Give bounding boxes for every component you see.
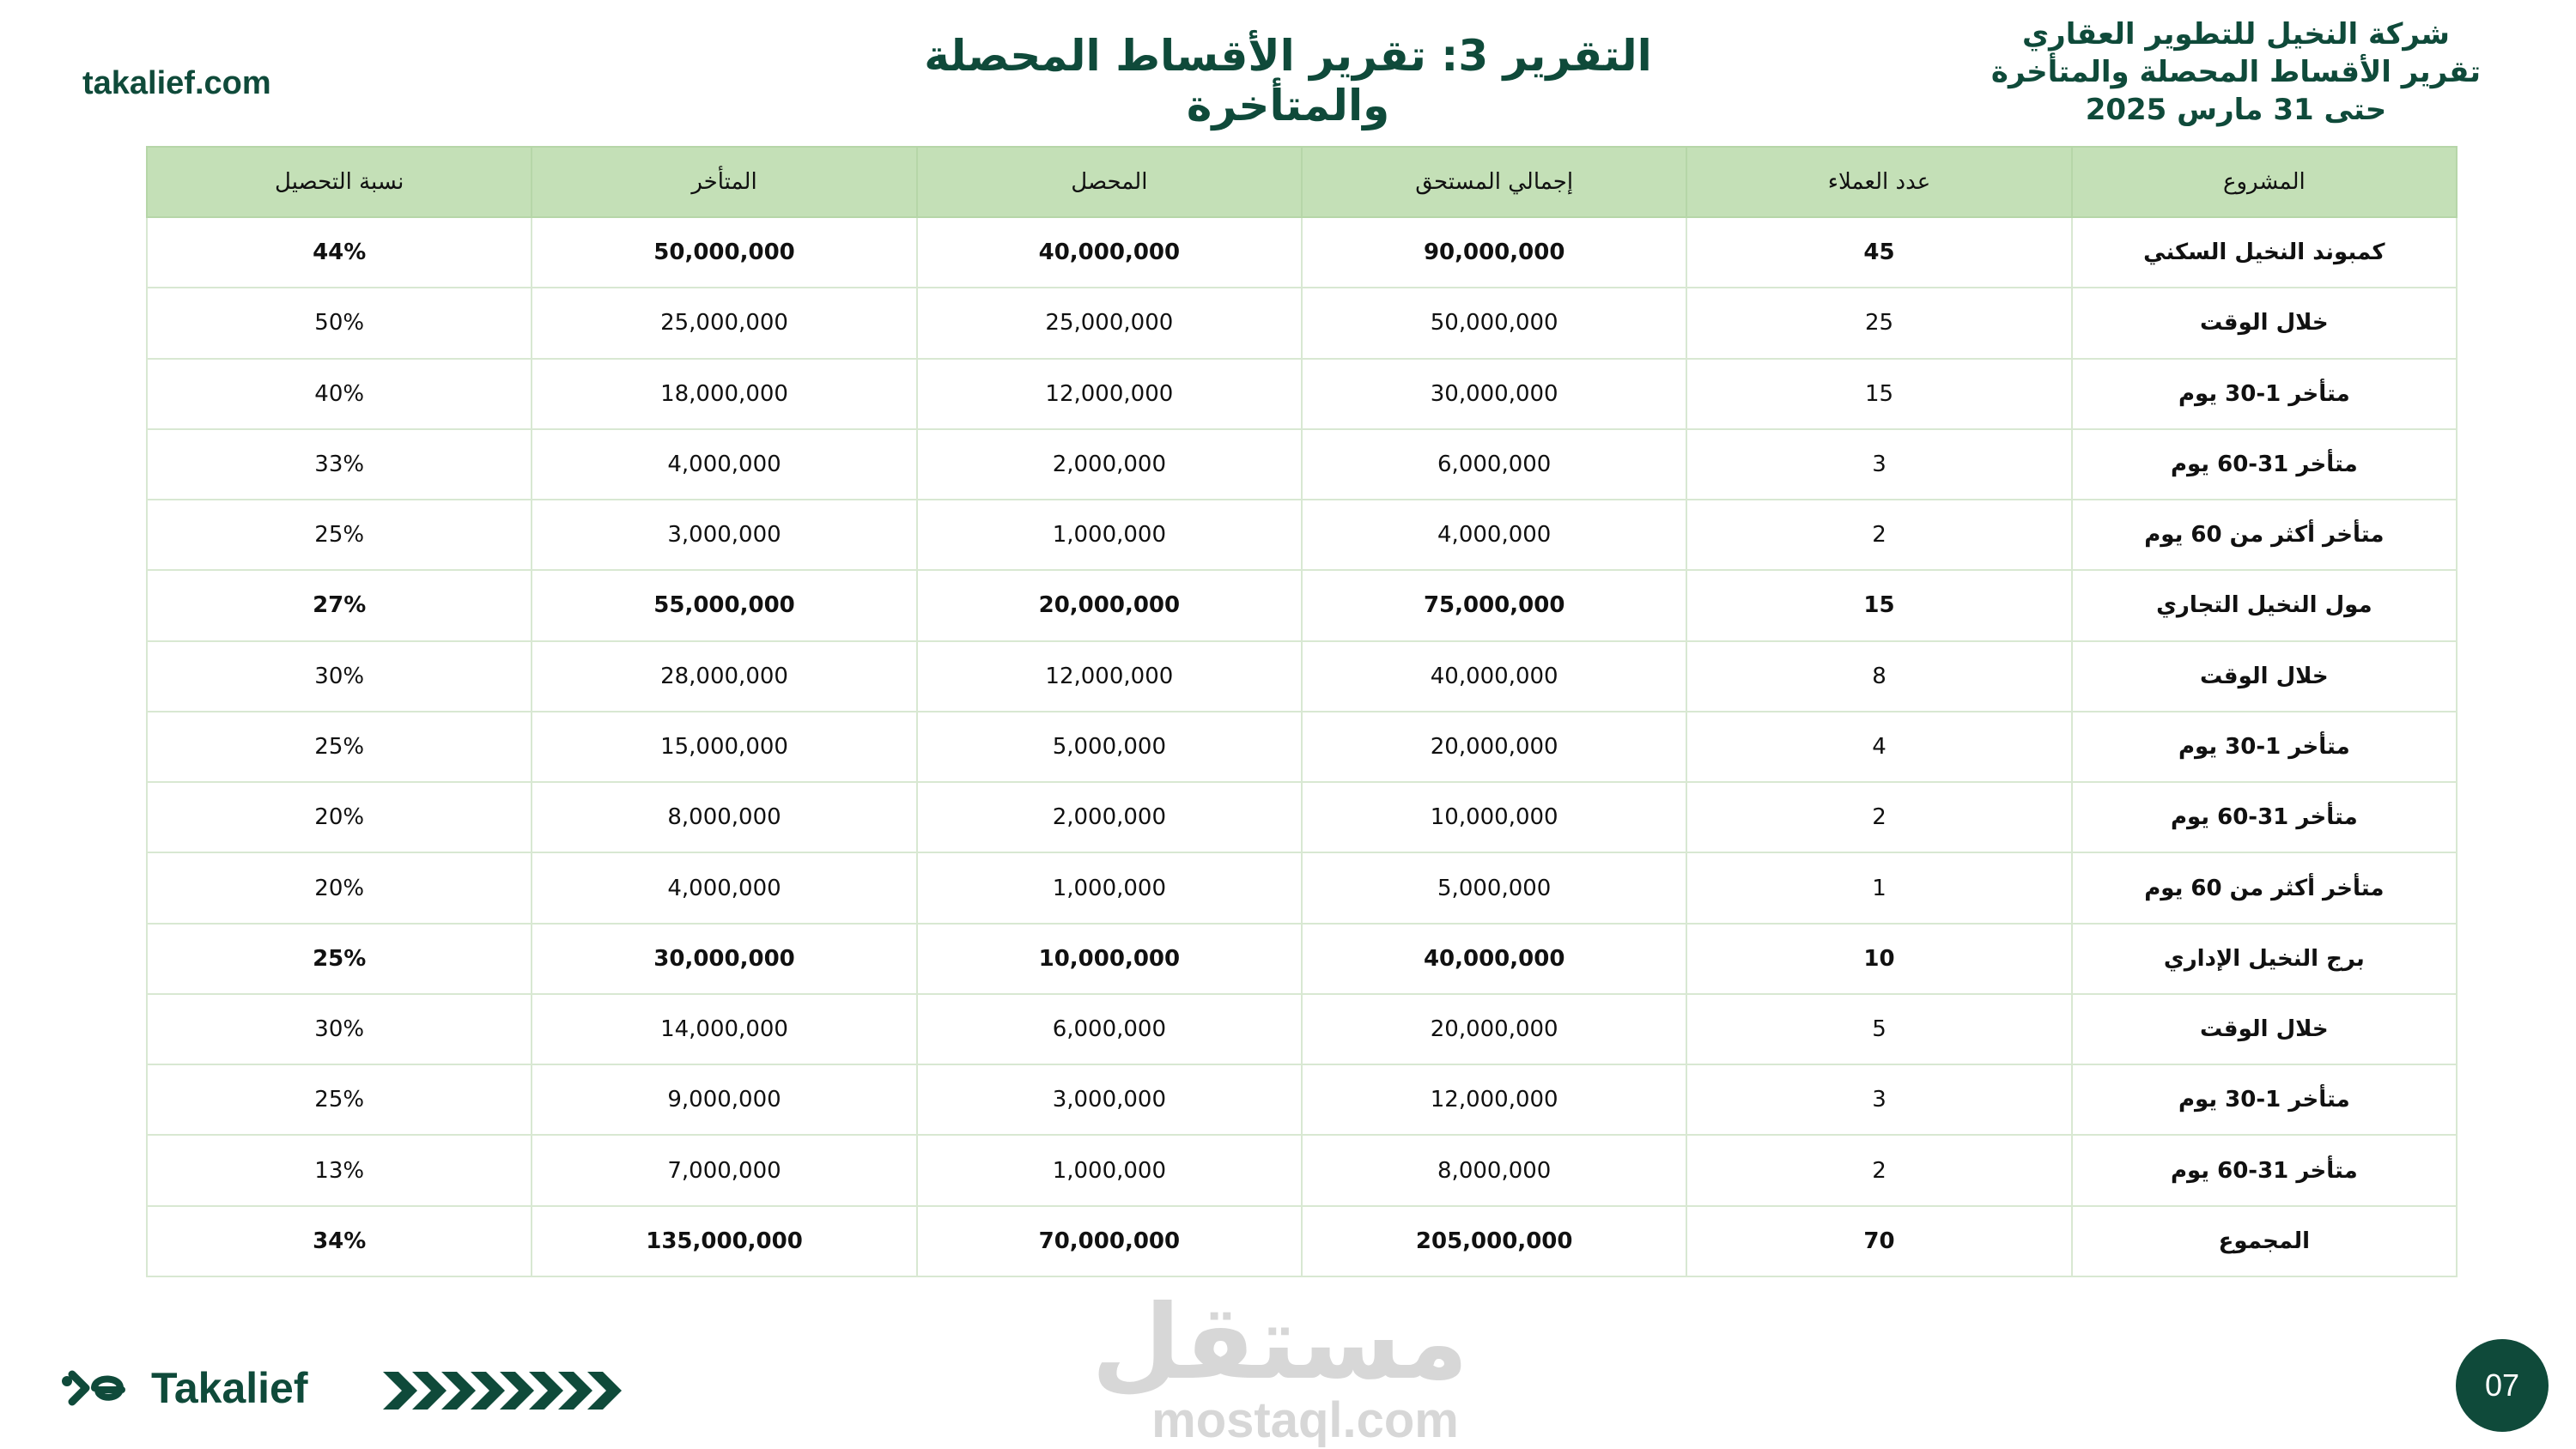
cell-collected: 2,000,000: [917, 782, 1302, 852]
brand-logo: [60, 1363, 308, 1413]
cell-project: برج النخيل الإداري: [2072, 924, 2457, 994]
cell-project: متأخر 31-60 يوم: [2072, 782, 2457, 852]
cell-overdue: 18,000,000: [532, 359, 916, 429]
cell-total-due: 8,000,000: [1302, 1135, 1686, 1205]
cell-clients: 15: [1686, 359, 2071, 429]
page-title: التقرير 3: تقرير الأقساط المحصلة والمتأخرة: [924, 31, 1652, 130]
cell-project: كمبوند النخيل السكني: [2072, 217, 2457, 288]
cell-overdue: 14,000,000: [532, 994, 916, 1064]
cell-collection-rate: 25%: [147, 500, 532, 570]
cell-total-due: 40,000,000: [1302, 924, 1686, 994]
table-row: [147, 500, 2457, 570]
cell-collected: 12,000,000: [917, 359, 1302, 429]
col-clients-header: عدد العملاء: [1686, 147, 2071, 217]
report-date: حتى 31 مارس 2025: [2085, 93, 2387, 127]
brand-name: Takalief: [151, 1364, 308, 1412]
cell-collection-rate: 20%: [147, 852, 532, 923]
chevron-arrows-icon: [383, 1370, 649, 1411]
cell-collected: 2,000,000: [917, 429, 1302, 500]
cell-clients: 3: [1686, 1064, 2071, 1135]
cell-overdue: 50,000,000: [532, 217, 916, 288]
cell-clients: 25: [1686, 288, 2071, 358]
table-total-row: [147, 1206, 2457, 1276]
site-url[interactable]: takalief.com: [82, 65, 271, 101]
cell-collected: 10,000,000: [917, 924, 1302, 994]
cell-collection-rate: 25%: [147, 924, 532, 994]
cell-clients: 2: [1686, 1135, 2071, 1205]
cell-overdue: 4,000,000: [532, 852, 916, 923]
brand-logo-icon: [60, 1367, 143, 1409]
cell-total-due: 5,000,000: [1302, 852, 1686, 923]
col-project-header: المشروع: [2072, 147, 2457, 217]
table-row: [147, 1135, 2457, 1205]
cell-project: متأخر 31-60 يوم: [2072, 429, 2457, 500]
cell-total-due: 50,000,000: [1302, 288, 1686, 358]
cell-overdue: 7,000,000: [532, 1135, 916, 1205]
table-row: [147, 782, 2457, 852]
cell-total-due: 205,000,000: [1302, 1206, 1686, 1276]
cell-collected: 1,000,000: [917, 852, 1302, 923]
cell-total-due: 30,000,000: [1302, 359, 1686, 429]
table-row: [147, 288, 2457, 358]
cell-collection-rate: 33%: [147, 429, 532, 500]
table-row: [147, 994, 2457, 1064]
cell-project: متأخر 1-30 يوم: [2072, 712, 2457, 782]
cell-total-due: 20,000,000: [1302, 712, 1686, 782]
cell-clients: 45: [1686, 217, 2071, 288]
table-row: [147, 217, 2457, 288]
cell-overdue: 3,000,000: [532, 500, 916, 570]
cell-collected: 3,000,000: [917, 1064, 1302, 1135]
company-info: [1978, 15, 2494, 129]
col-total-due-header: إجمالي المستحق: [1302, 147, 1686, 217]
cell-clients: 15: [1686, 570, 2071, 640]
cell-overdue: 8,000,000: [532, 782, 916, 852]
cell-clients: 1: [1686, 852, 2071, 923]
cell-project: متأخر 1-30 يوم: [2072, 1064, 2457, 1135]
cell-collection-rate: 30%: [147, 641, 532, 712]
cell-collected: 1,000,000: [917, 500, 1302, 570]
cell-project: خلال الوقت: [2072, 641, 2457, 712]
cell-overdue: 25,000,000: [532, 288, 916, 358]
cell-project: خلال الوقت: [2072, 288, 2457, 358]
cell-total-due: 20,000,000: [1302, 994, 1686, 1064]
cell-clients: 10: [1686, 924, 2071, 994]
cell-collection-rate: 30%: [147, 994, 532, 1064]
cell-overdue: 28,000,000: [532, 641, 916, 712]
installments-table: [146, 146, 2458, 1277]
page-number: 07: [2456, 1339, 2549, 1432]
cell-clients: 2: [1686, 500, 2071, 570]
table-row: [147, 712, 2457, 782]
cell-project: متأخر 1-30 يوم: [2072, 359, 2457, 429]
cell-project: متأخر 31-60 يوم: [2072, 1135, 2457, 1205]
cell-clients: 8: [1686, 641, 2071, 712]
table-row: [147, 570, 2457, 640]
cell-project: المجموع: [2072, 1206, 2457, 1276]
cell-overdue: 4,000,000: [532, 429, 916, 500]
cell-total-due: 90,000,000: [1302, 217, 1686, 288]
table-row: [147, 429, 2457, 500]
company-name: شركة النخيل للتطوير العقاري: [2022, 17, 2450, 52]
watermark-url: mostaql.com: [1151, 1392, 1459, 1448]
cell-clients: 4: [1686, 712, 2071, 782]
watermark-arabic: مستقل: [1091, 1283, 1468, 1403]
cell-collected: 12,000,000: [917, 641, 1302, 712]
cell-total-due: 4,000,000: [1302, 500, 1686, 570]
cell-overdue: 9,000,000: [532, 1064, 916, 1135]
table-header-row: [147, 147, 2457, 217]
col-collection-rate-header: نسبة التحصيل: [147, 147, 532, 217]
cell-collection-rate: 20%: [147, 782, 532, 852]
table-row: [147, 852, 2457, 923]
cell-overdue: 15,000,000: [532, 712, 916, 782]
cell-overdue: 30,000,000: [532, 924, 916, 994]
cell-project: متأخر أكثر من 60 يوم: [2072, 852, 2457, 923]
col-collected-header: المحصل: [917, 147, 1302, 217]
cell-collection-rate: 27%: [147, 570, 532, 640]
cell-clients: 2: [1686, 782, 2071, 852]
cell-overdue: 135,000,000: [532, 1206, 916, 1276]
cell-project: متأخر أكثر من 60 يوم: [2072, 500, 2457, 570]
cell-collection-rate: 40%: [147, 359, 532, 429]
cell-collection-rate: 50%: [147, 288, 532, 358]
watermark: [1091, 1283, 1468, 1448]
cell-collection-rate: 44%: [147, 217, 532, 288]
cell-collected: 20,000,000: [917, 570, 1302, 640]
cell-project: مول النخيل التجاري: [2072, 570, 2457, 640]
cell-clients: 5: [1686, 994, 2071, 1064]
cell-collected: 1,000,000: [917, 1135, 1302, 1205]
cell-collected: 6,000,000: [917, 994, 1302, 1064]
col-overdue-header: المتأخر: [532, 147, 916, 217]
cell-collection-rate: 13%: [147, 1135, 532, 1205]
table-row: [147, 359, 2457, 429]
cell-collected: 70,000,000: [917, 1206, 1302, 1276]
table-row: [147, 1064, 2457, 1135]
cell-total-due: 75,000,000: [1302, 570, 1686, 640]
table-row: [147, 924, 2457, 994]
cell-clients: 70: [1686, 1206, 2071, 1276]
cell-project: خلال الوقت: [2072, 994, 2457, 1064]
cell-collected: 25,000,000: [917, 288, 1302, 358]
report-subtitle: تقرير الأقساط المحصلة والمتأخرة: [1990, 55, 2482, 89]
cell-total-due: 40,000,000: [1302, 641, 1686, 712]
cell-total-due: 6,000,000: [1302, 429, 1686, 500]
cell-collection-rate: 25%: [147, 712, 532, 782]
cell-collected: 5,000,000: [917, 712, 1302, 782]
cell-collection-rate: 34%: [147, 1206, 532, 1276]
cell-collection-rate: 25%: [147, 1064, 532, 1135]
cell-collected: 40,000,000: [917, 217, 1302, 288]
cell-overdue: 55,000,000: [532, 570, 916, 640]
cell-clients: 3: [1686, 429, 2071, 500]
cell-total-due: 10,000,000: [1302, 782, 1686, 852]
table-row: [147, 641, 2457, 712]
cell-total-due: 12,000,000: [1302, 1064, 1686, 1135]
